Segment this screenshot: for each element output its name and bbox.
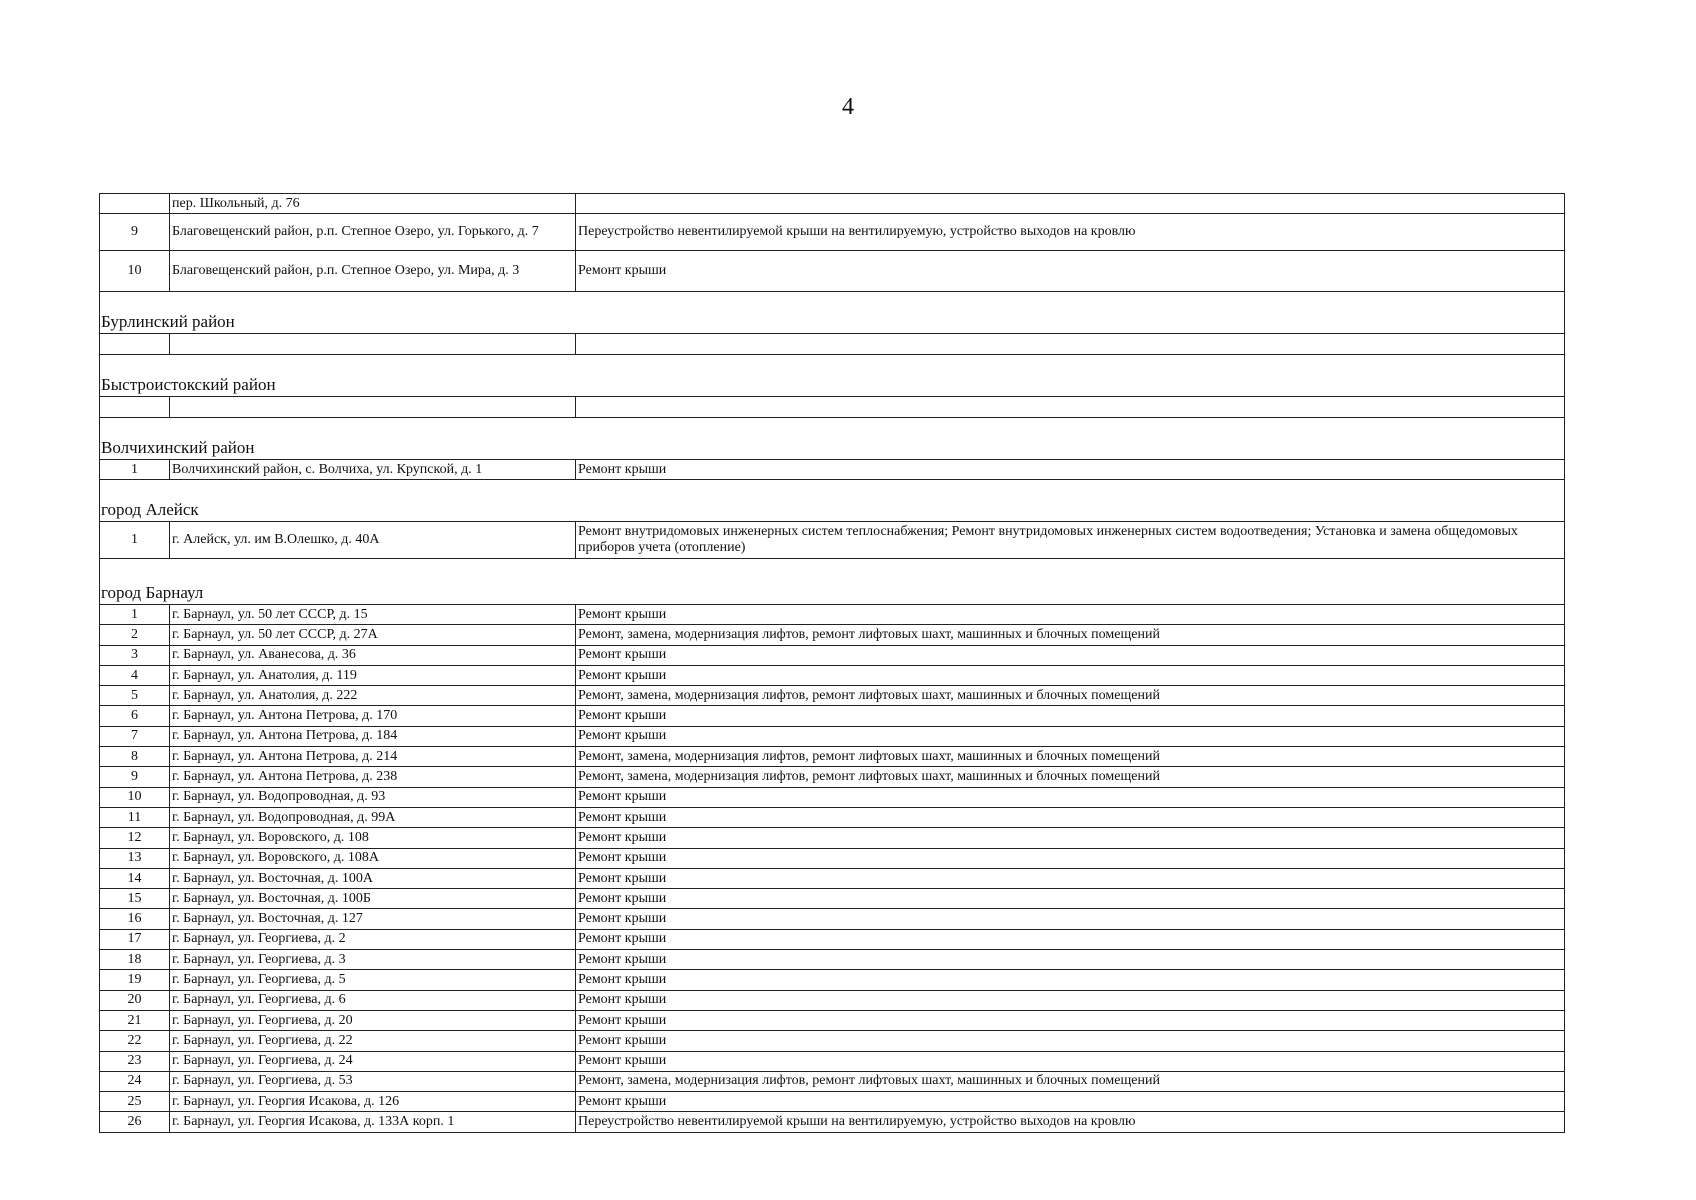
- row-work: Ремонт крыши: [575, 666, 1565, 685]
- row-number: [99, 194, 169, 213]
- row-number: 7: [99, 727, 169, 746]
- table-row: [99, 604, 1565, 624]
- row-address: г. Барнаул, ул. Георгиева, д. 24: [169, 1052, 575, 1071]
- row-address: г. Барнаул, ул. Георгиева, д. 22: [169, 1031, 575, 1050]
- table-row: [99, 685, 1565, 705]
- row-number: 24: [99, 1072, 169, 1091]
- row-number: 25: [99, 1092, 169, 1111]
- row-number: 3: [99, 646, 169, 665]
- row-number: 17: [99, 930, 169, 949]
- row-number: 11: [99, 808, 169, 827]
- row-work: Ремонт крыши: [575, 930, 1565, 949]
- row-address: г. Барнаул, ул. Георгиева, д. 5: [169, 970, 575, 989]
- row-work: Ремонт крыши: [575, 251, 1565, 291]
- row-number: 9: [99, 767, 169, 786]
- row-work: Ремонт крыши: [575, 909, 1565, 928]
- barnaul-rows: [99, 604, 1565, 1133]
- row-work: [575, 194, 1565, 213]
- table-row: [99, 969, 1565, 989]
- table-row: [99, 459, 1565, 479]
- row-work: [575, 397, 1565, 417]
- section-title: Бурлинский район: [99, 291, 1565, 333]
- row-number: 10: [99, 788, 169, 807]
- table-row: [99, 726, 1565, 746]
- table-row: [99, 990, 1565, 1010]
- row-work: Ремонт крыши: [575, 889, 1565, 908]
- row-address: г. Барнаул, ул. Воровского, д. 108: [169, 828, 575, 847]
- section-title: Волчихинский район: [99, 417, 1565, 459]
- row-number: 2: [99, 625, 169, 644]
- section-title: город Барнаул: [99, 558, 1565, 604]
- table-row: [99, 213, 1565, 250]
- row-work: Ремонт крыши: [575, 788, 1565, 807]
- row-number: 10: [99, 251, 169, 291]
- row-address: г. Барнаул, ул. 50 лет СССР, д. 15: [169, 605, 575, 624]
- row-address: Волчихинский район, с. Волчиха, ул. Крупской, д. 1: [169, 460, 575, 479]
- row-address: г. Барнаул, ул. Восточная, д. 100А: [169, 869, 575, 888]
- row-work: Переустройство невентилируемой крыши на вентилируемую, устройство выходов на кровлю: [575, 1112, 1565, 1131]
- row-address: г. Барнаул, ул. Антона Петрова, д. 238: [169, 767, 575, 786]
- row-number: [99, 397, 169, 417]
- table-row: [99, 888, 1565, 908]
- row-number: 9: [99, 214, 169, 250]
- row-work: Ремонт крыши: [575, 706, 1565, 725]
- row-address: Благовещенский район, р.п. Степное Озеро, ул. Горького, д. 7: [169, 214, 575, 250]
- row-work: Ремонт крыши: [575, 1052, 1565, 1071]
- row-address: г. Барнаул, ул. Антона Петрова, д. 184: [169, 727, 575, 746]
- table-row: [99, 868, 1565, 888]
- row-work: Ремонт крыши: [575, 1031, 1565, 1050]
- row-address: г. Алейск, ул. им В.Олешко, д. 40А: [169, 522, 575, 558]
- row-address: г. Барнаул, ул. 50 лет СССР, д. 27А: [169, 625, 575, 644]
- row-work: Ремонт крыши: [575, 1011, 1565, 1030]
- row-work: Ремонт, замена, модернизация лифтов, ремонт лифтовых шахт, машинных и блочных помещений: [575, 747, 1565, 766]
- table-row: [99, 624, 1565, 644]
- table-row: [99, 250, 1565, 291]
- page-number: 4: [842, 94, 854, 120]
- table-row: [99, 827, 1565, 847]
- row-address: Благовещенский район, р.п. Степное Озеро, ул. Мира, д. 3: [169, 251, 575, 291]
- row-work: Ремонт крыши: [575, 1092, 1565, 1111]
- row-number: 19: [99, 970, 169, 989]
- table-row: [99, 1030, 1565, 1050]
- row-work: Ремонт крыши: [575, 828, 1565, 847]
- row-work: [575, 334, 1565, 354]
- row-work: Ремонт, замена, модернизация лифтов, ремонт лифтовых шахт, машинных и блочных помещений: [575, 767, 1565, 786]
- row-address: г. Барнаул, ул. Георгиева, д. 6: [169, 991, 575, 1010]
- table-row: [99, 645, 1565, 665]
- row-work: Ремонт крыши: [575, 605, 1565, 624]
- row-address: г. Барнаул, ул. Георгиева, д. 3: [169, 950, 575, 969]
- row-work: Ремонт крыши: [575, 950, 1565, 969]
- row-address: [169, 334, 575, 354]
- row-work: Ремонт крыши: [575, 646, 1565, 665]
- row-address: г. Барнаул, ул. Георгиева, д. 53: [169, 1072, 575, 1091]
- row-number: 20: [99, 991, 169, 1010]
- table-row: [99, 746, 1565, 766]
- row-work: Ремонт внутридомовых инженерных систем теплоснабжения; Ремонт внутридомовых инженерных систем водоотведения; Установка и замена общедомовых приборов учета (отопление): [575, 522, 1565, 558]
- row-number: 8: [99, 747, 169, 766]
- section-title: город Алейск: [99, 479, 1565, 521]
- row-address: г. Барнаул, ул. Восточная, д. 100Б: [169, 889, 575, 908]
- row-address: г. Барнаул, ул. Водопроводная, д. 99А: [169, 808, 575, 827]
- row-work: Переустройство невентилируемой крыши на вентилируемую, устройство выходов на кровлю: [575, 214, 1565, 250]
- row-work: Ремонт, замена, модернизация лифтов, ремонт лифтовых шахт, машинных и блочных помещений: [575, 625, 1565, 644]
- row-number: 4: [99, 666, 169, 685]
- row-number: 12: [99, 828, 169, 847]
- row-work: Ремонт крыши: [575, 869, 1565, 888]
- row-number: 1: [99, 605, 169, 624]
- row-address: г. Барнаул, ул. Анатолия, д. 222: [169, 686, 575, 705]
- row-address: г. Барнаул, ул. Восточная, д. 127: [169, 909, 575, 928]
- row-work: Ремонт крыши: [575, 970, 1565, 989]
- table-row: [99, 1091, 1565, 1111]
- table-row: [99, 521, 1565, 558]
- row-work: Ремонт крыши: [575, 727, 1565, 746]
- row-number: 21: [99, 1011, 169, 1030]
- row-address: г. Барнаул, ул. Анатолия, д. 119: [169, 666, 575, 685]
- row-number: 23: [99, 1052, 169, 1071]
- row-address: г. Барнаул, ул. Георгиева, д. 2: [169, 930, 575, 949]
- table-row: [99, 665, 1565, 685]
- table-row: [99, 787, 1565, 807]
- row-number: 26: [99, 1112, 169, 1131]
- table-row: [99, 807, 1565, 827]
- row-work: Ремонт крыши: [575, 991, 1565, 1010]
- row-number: 5: [99, 686, 169, 705]
- table-row: [99, 193, 1565, 213]
- row-address: пер. Школьный, д. 76: [169, 194, 575, 213]
- row-address: г. Барнаул, ул. Антона Петрова, д. 170: [169, 706, 575, 725]
- row-number: 18: [99, 950, 169, 969]
- row-address: г. Барнаул, ул. Георгия Исакова, д. 133А корп. 1: [169, 1112, 575, 1131]
- row-work: Ремонт крыши: [575, 808, 1565, 827]
- row-address: [169, 397, 575, 417]
- row-number: 1: [99, 460, 169, 479]
- row-work: Ремонт крыши: [575, 849, 1565, 868]
- row-number: 13: [99, 849, 169, 868]
- table-row: [99, 949, 1565, 969]
- row-work: Ремонт крыши: [575, 460, 1565, 479]
- table-row: [99, 333, 1565, 354]
- row-number: 22: [99, 1031, 169, 1050]
- section-title: Быстроистокский район: [99, 354, 1565, 396]
- row-address: г. Барнаул, ул. Георгия Исакова, д. 126: [169, 1092, 575, 1111]
- row-number: 16: [99, 909, 169, 928]
- row-number: 6: [99, 706, 169, 725]
- table-row: [99, 1111, 1565, 1132]
- row-number: 15: [99, 889, 169, 908]
- row-work: Ремонт, замена, модернизация лифтов, ремонт лифтовых шахт, машинных и блочных помещений: [575, 1072, 1565, 1091]
- table-row: [99, 705, 1565, 725]
- table-row: [99, 929, 1565, 949]
- row-work: Ремонт, замена, модернизация лифтов, ремонт лифтовых шахт, машинных и блочных помещений: [575, 686, 1565, 705]
- table-row: [99, 1071, 1565, 1091]
- row-number: 1: [99, 522, 169, 558]
- row-number: 14: [99, 869, 169, 888]
- table-row: [99, 848, 1565, 868]
- row-number: [99, 334, 169, 354]
- table-row: [99, 1010, 1565, 1030]
- table-row: [99, 908, 1565, 928]
- table-row: [99, 766, 1565, 786]
- table-row: [99, 396, 1565, 417]
- repair-table: [99, 193, 1565, 1133]
- row-address: г. Барнаул, ул. Аванесова, д. 36: [169, 646, 575, 665]
- table-row: [99, 1051, 1565, 1071]
- row-address: г. Барнаул, ул. Георгиева, д. 20: [169, 1011, 575, 1030]
- row-address: г. Барнаул, ул. Водопроводная, д. 93: [169, 788, 575, 807]
- row-address: г. Барнаул, ул. Воровского, д. 108А: [169, 849, 575, 868]
- row-address: г. Барнаул, ул. Антона Петрова, д. 214: [169, 747, 575, 766]
